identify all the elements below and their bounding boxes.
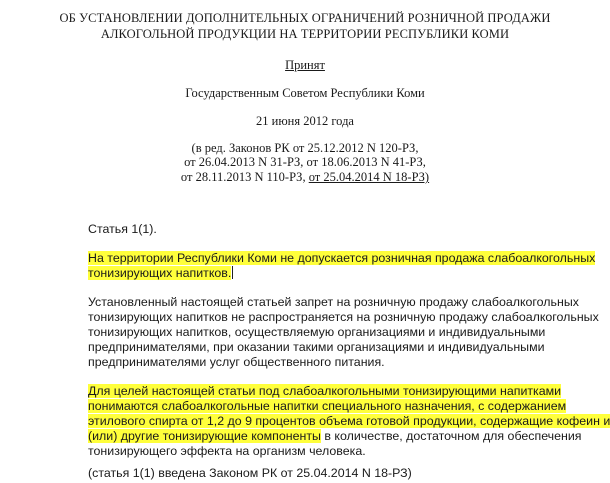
title-line-1: ОБ УСТАНОВЛЕНИИ ДОПОЛНИТЕЛЬНЫХ ОГРАНИЧЕНИЙ РОЗНИЧНОЙ ПРОДАЖИ xyxy=(59,11,551,25)
paragraph2-line-3: тонизирующих напитков, осуществляемую организациями и индивидуальными xyxy=(88,325,546,339)
paragraph1-line-2 xyxy=(88,266,233,280)
paragraph1-line-1 xyxy=(88,251,595,265)
paragraph3-line-5: тонизирующего эффекта на организм человека. xyxy=(88,444,366,458)
paragraph2-line-5: предпринимателями услуг общественного питания. xyxy=(88,355,385,369)
paragraph3-line-1 xyxy=(88,384,561,398)
paragraph3-line-3 xyxy=(88,414,610,428)
article-heading: Статья 1(1). xyxy=(88,222,157,236)
revision-line-1: (в ред. Законов РК от 25.12.2012 N 120-РЗ, xyxy=(191,141,419,155)
revision-line-2: от 26.04.2013 N 31-РЗ, от 18.06.2013 N 41-РЗ, xyxy=(184,155,426,169)
paragraph2-line-4: предпринимателями, при оказании такими организациями и индивидуальными xyxy=(88,340,545,354)
adoption-date: 21 июня 2012 года xyxy=(256,114,354,128)
title-line-2: АЛКОГОЛЬНОЙ ПРОДУКЦИИ НА ТЕРРИТОРИИ РЕСПУБЛИКИ КОМИ xyxy=(100,27,510,41)
paragraph2-line-1: Установленный настоящей статьей запрет на розничную продажу слабоалкогольных xyxy=(88,295,579,309)
paragraph3-line-2-text: понимаются слабоалкогольные напитки специального назначения, с содержанием xyxy=(88,399,567,413)
paragraph3-line-3-text: этилового спирта от 1,2 до 9 процентов объема готовой продукции, содержащие кофеин и xyxy=(88,414,610,428)
paragraph2-line-2: тонизирующих напитков не распространяется на розничную продажу слабоалкогольных xyxy=(88,310,599,324)
introduced-note: (статья 1(1) введена Законом РК от 25.04.2014 N 18-РЗ) xyxy=(88,466,412,480)
paragraph3-line-4-rest: в количестве, достаточном для обеспечения xyxy=(320,429,582,443)
paragraph1-line-1-text: На территории Республики Коми не допускается розничная продажа слабоалкогольных xyxy=(88,251,596,265)
adopted-by: Государственным Советом Республики Коми xyxy=(185,86,425,100)
adopted-label xyxy=(0,58,610,73)
revision-link-2014[interactable]: от 25.04.2014 N 18-РЗ) xyxy=(308,170,430,184)
paragraph3-line-1-text: Для целей настоящей статьи под слабоалкогольными тонизирующими напитками xyxy=(88,384,562,398)
paragraph3-line-2 xyxy=(88,399,566,413)
revision-line-3 xyxy=(0,170,610,185)
text-cursor xyxy=(232,266,233,279)
paragraph1-line-2-text: тонизирующих напитков. xyxy=(88,266,232,280)
paragraph3-line-4-text: (или) другие тонизирующие компоненты xyxy=(88,429,321,443)
adopted-label-text: Принят xyxy=(285,58,325,72)
paragraph3-line-4 xyxy=(88,429,582,443)
revision-line-3-a: от 28.11.2013 N 110-РЗ, xyxy=(180,170,306,184)
